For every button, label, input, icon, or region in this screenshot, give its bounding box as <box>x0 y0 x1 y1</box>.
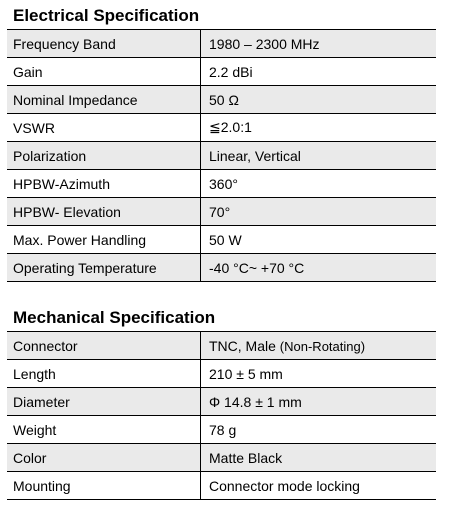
param-label: Frequency Band <box>7 30 201 58</box>
param-label: Connector <box>7 332 201 360</box>
electrical-spec-title: Electrical Specification <box>13 6 200 25</box>
param-value: Connector mode locking <box>201 472 437 500</box>
mechanical-spec-title: Mechanical Specification <box>13 308 216 327</box>
param-value: 210 ± 5 mm <box>201 360 437 388</box>
table-row <box>7 170 436 198</box>
param-value: 78 g <box>201 416 437 444</box>
param-label: Gain <box>7 58 201 86</box>
param-label: Max. Power Handling <box>7 226 201 254</box>
mechanical-spec-table <box>7 331 436 500</box>
param-value: 50 Ω <box>201 86 437 114</box>
param-value: 2.2 dBi <box>201 58 437 86</box>
table-row <box>7 226 436 254</box>
param-label: Operating Temperature <box>7 254 201 282</box>
table-row <box>7 58 436 86</box>
param-label: Color <box>7 444 201 472</box>
param-value: 70° <box>201 198 437 226</box>
table-row <box>7 444 436 472</box>
table-row <box>7 198 436 226</box>
table-row <box>7 416 436 444</box>
param-label: Diameter <box>7 388 201 416</box>
param-value: Matte Black <box>201 444 437 472</box>
param-label: Mounting <box>7 472 201 500</box>
param-label: VSWR <box>7 114 201 142</box>
param-value: 1980 – 2300 MHz <box>201 30 437 58</box>
param-label: Weight <box>7 416 201 444</box>
param-label: Nominal Impedance <box>7 86 201 114</box>
param-value-note: (Non-Rotating) <box>279 338 366 354</box>
table-row <box>7 472 436 500</box>
table-row <box>7 114 436 142</box>
table-row <box>7 86 436 114</box>
param-value: 50 W <box>201 226 437 254</box>
table-row <box>7 332 436 360</box>
param-value: Φ 14.8 ± 1 mm <box>201 388 437 416</box>
param-label: Length <box>7 360 201 388</box>
table-row <box>7 360 436 388</box>
table-row <box>7 30 436 58</box>
param-label: HPBW- Elevation <box>7 198 201 226</box>
table-row <box>7 388 436 416</box>
param-value-main: TNC, Male <box>209 337 276 354</box>
param-value <box>201 332 437 360</box>
electrical-spec-table <box>7 29 436 282</box>
param-value: ≦2.0:1 <box>201 114 437 142</box>
table-row <box>7 142 436 170</box>
param-label: HPBW-Azimuth <box>7 170 201 198</box>
param-value: -40 °C~ +70 °C <box>201 254 437 282</box>
param-label: Polarization <box>7 142 201 170</box>
param-value: 360° <box>201 170 437 198</box>
param-value: Linear, Vertical <box>201 142 437 170</box>
table-row <box>7 254 436 282</box>
